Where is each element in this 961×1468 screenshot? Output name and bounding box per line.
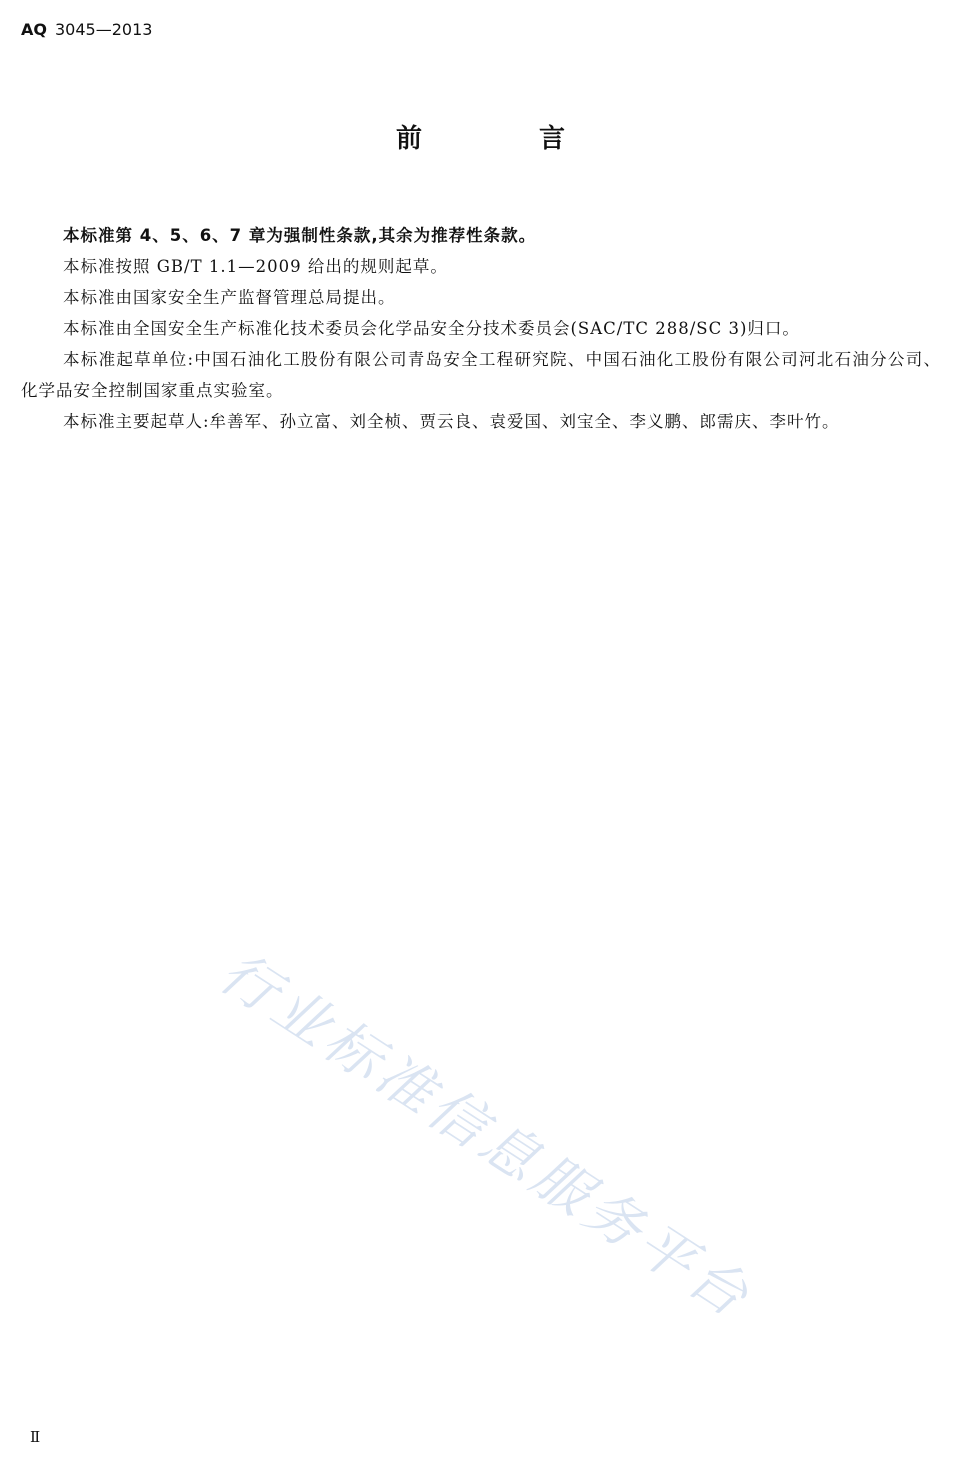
committee-paragraph: 本标准由全国安全生产标准化技术委员会化学品安全分技术委员会(SAC/TC 288/SC 3)归口。 [63,319,800,338]
drafting-rules-paragraph: 本标准按照 GB/T 1.1—2009 给出的规则起草。 [63,257,448,276]
standard-code: AQ [21,20,47,39]
drafting-units-paragraph: 本标准起草单位:中国石油化工股份有限公司青岛安全工程研究院、中国石油化工股份有限公司河北石油分公司、化学品安全控制国家重点实验室。 [21,350,941,400]
standard-number: 3045—2013 [54,20,153,39]
mandatory-clauses-paragraph: 本标准第 4、5、6、7 章为强制性条款,其余为推荐性条款。 [63,226,537,245]
foreword-body [21,220,941,437]
watermark: 行业标准信息服务平台 [208,940,764,1333]
document-header [21,20,152,40]
proposer-paragraph: 本标准由国家安全生产监督管理总局提出。 [63,288,396,307]
drafters-paragraph: 本标准主要起草人:牟善军、孙立富、刘全桢、贾云良、袁爱国、刘宝全、李义鹏、郎需庆、李叶竹。 [63,412,840,431]
page-title: 前 言 [395,124,620,154]
page-number: Ⅱ [30,1428,41,1446]
